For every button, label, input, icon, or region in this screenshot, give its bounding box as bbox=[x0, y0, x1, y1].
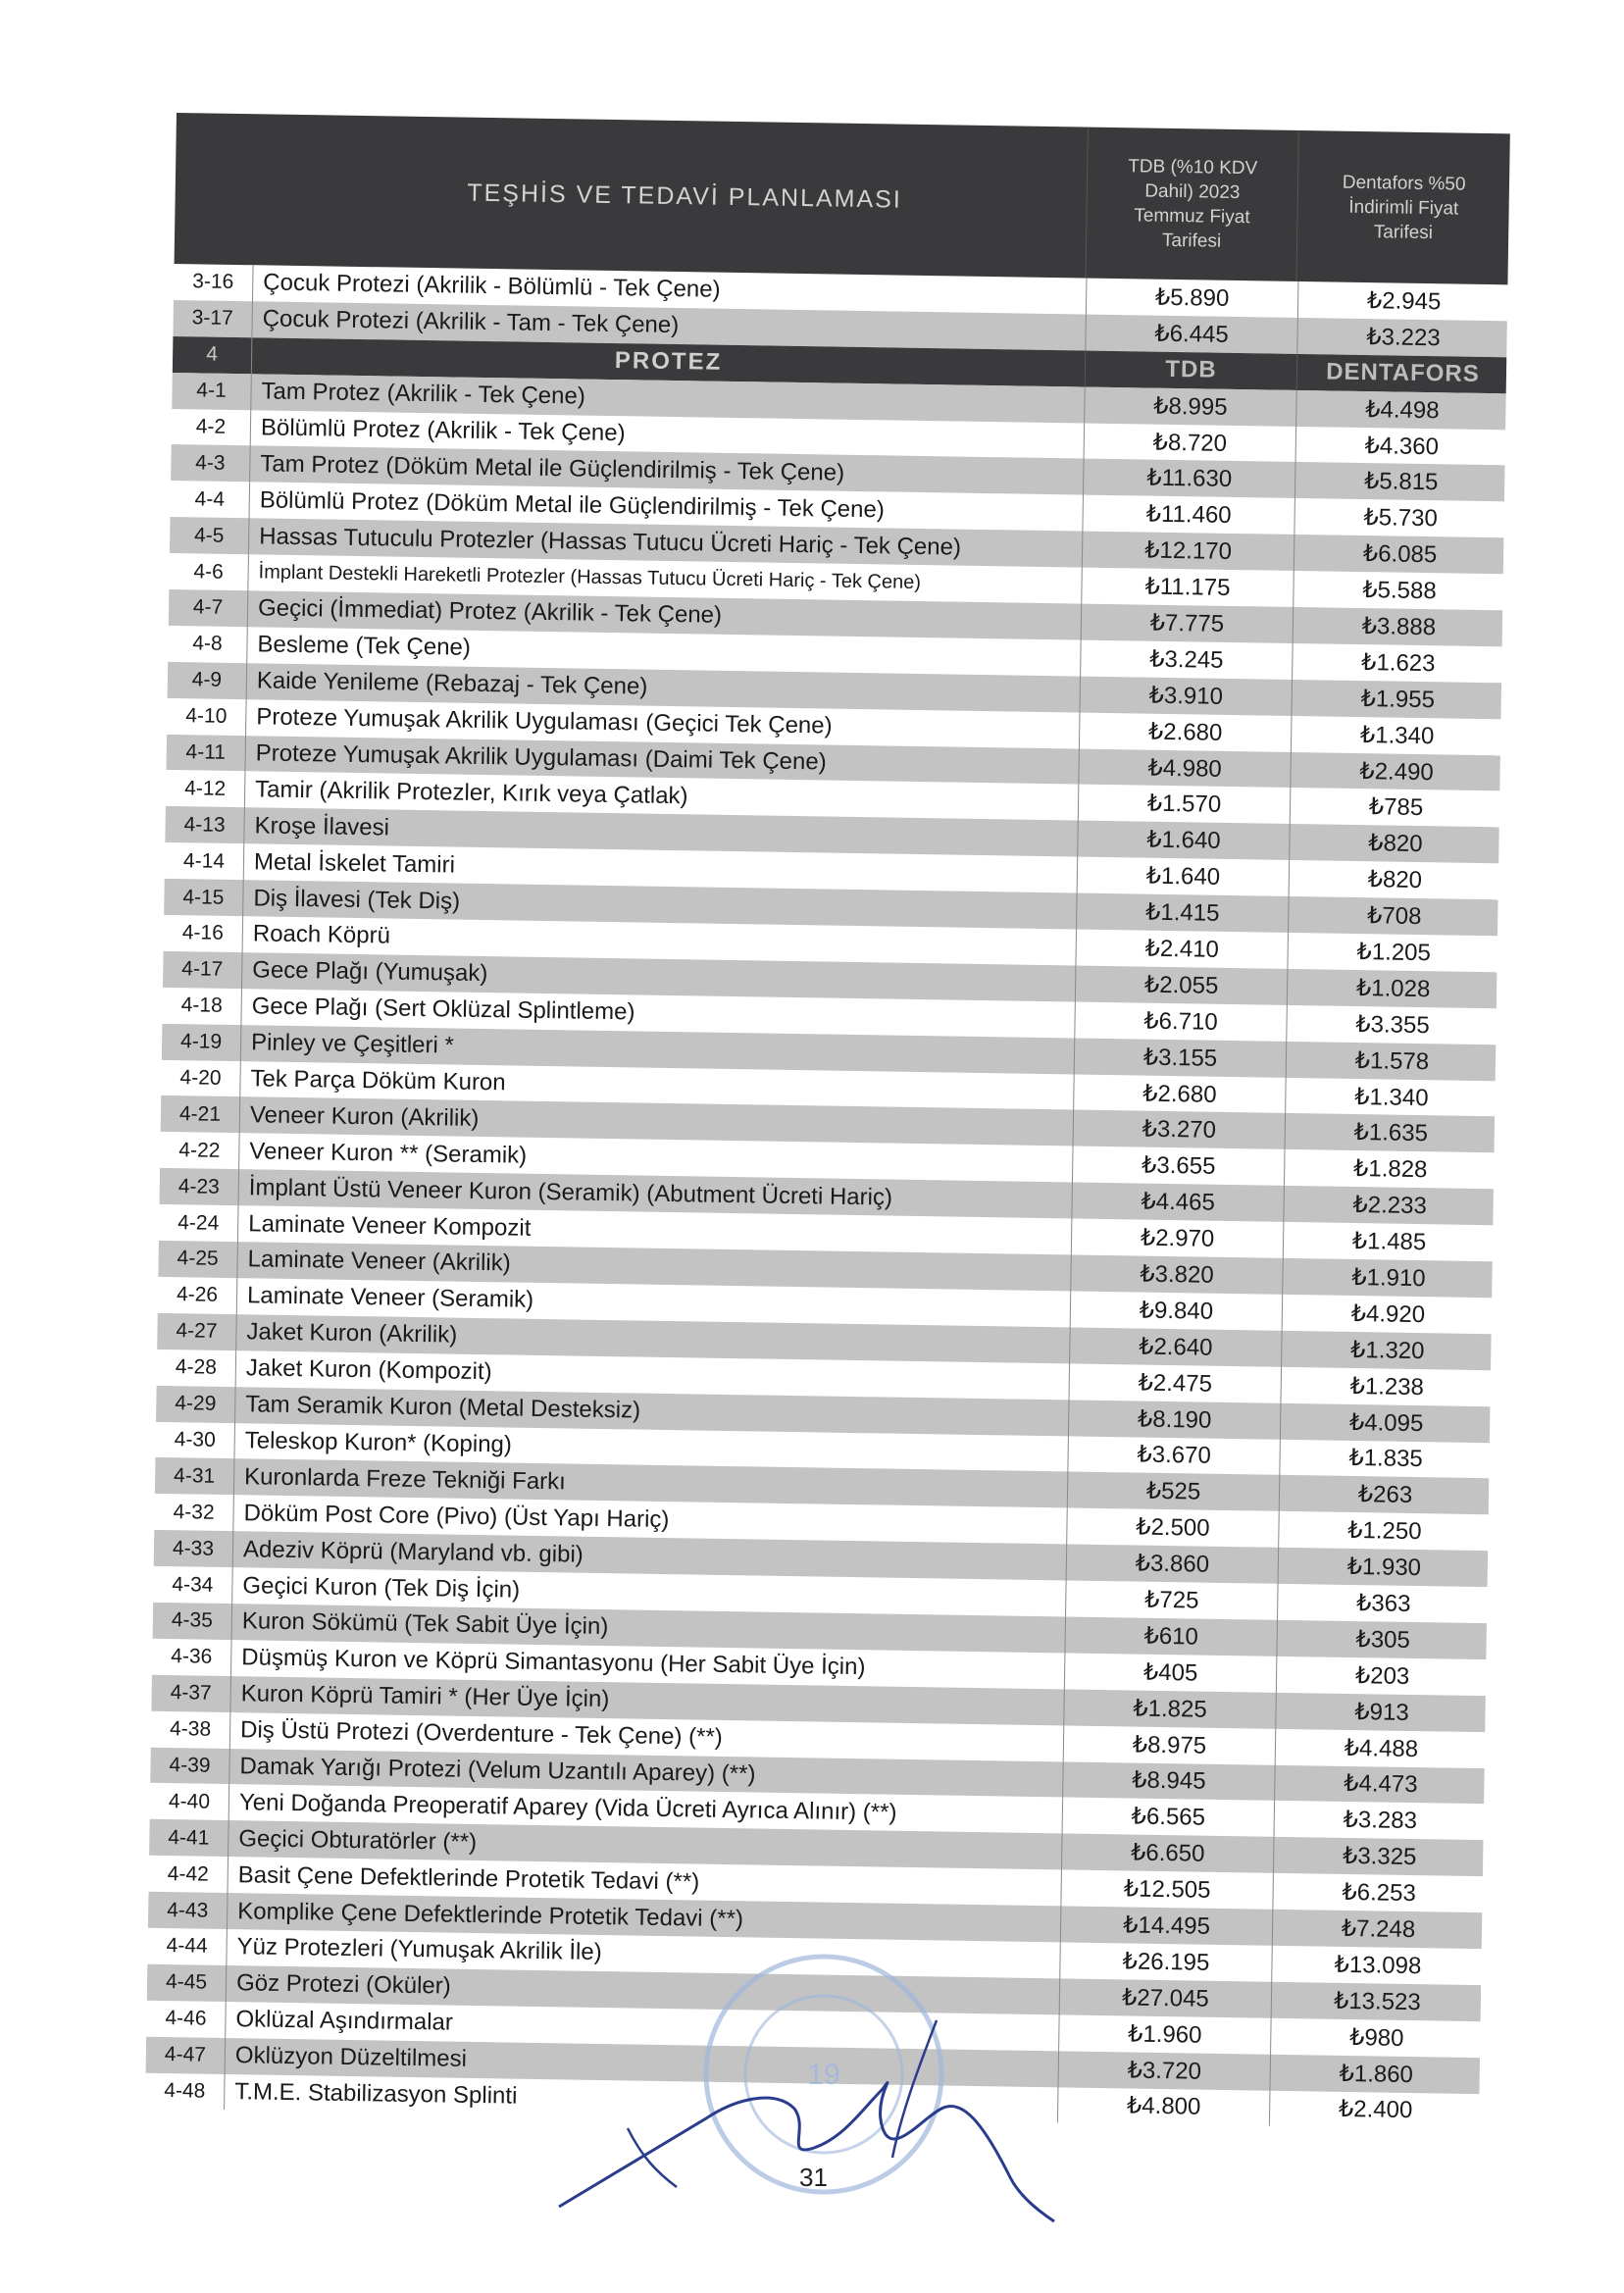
row-code: 4-13 bbox=[183, 813, 226, 837]
row-dentafors-price: ₺2.945 bbox=[1297, 281, 1510, 321]
row-description: Bölümlü Protez (Akrilik - Tek Çene) bbox=[250, 410, 1084, 459]
row-code: 4-48 bbox=[164, 2079, 206, 2103]
row-dentafors-price: ₺1.955 bbox=[1291, 680, 1503, 719]
row-tdb-price: ₺8.975 bbox=[1063, 1725, 1276, 1764]
row-code: 3-16 bbox=[192, 270, 234, 294]
row-dentafors-price: ₺363 bbox=[1277, 1584, 1490, 1623]
row-tdb-price: ₺3.860 bbox=[1066, 1545, 1279, 1584]
row-description: Pinley ve Çeşitleri * bbox=[240, 1025, 1074, 1074]
row-tdb-price: ₺6.710 bbox=[1074, 1001, 1287, 1041]
row-tdb-price: ₺4.465 bbox=[1071, 1183, 1284, 1222]
row-dentafors-price: ₺1.910 bbox=[1282, 1258, 1495, 1298]
row-description: Veneer Kuron (Akrilik) bbox=[239, 1097, 1073, 1146]
row-code: 4-44 bbox=[166, 1934, 208, 1959]
row-dentafors-price: ₺305 bbox=[1276, 1620, 1489, 1659]
row-dentafors-price: ₺3.355 bbox=[1286, 1005, 1498, 1045]
row-description: PROTEZ bbox=[251, 337, 1085, 386]
row-description: İmplant Destekli Hareketli Protezler (Hassas Tutucu Ücreti Hariç - Tek Çene) bbox=[247, 554, 1081, 603]
row-dentafors-price: ₺1.205 bbox=[1287, 933, 1499, 972]
row-dentafors-price: DENTAFORS bbox=[1296, 354, 1509, 393]
row-tdb-price: ₺1.640 bbox=[1077, 821, 1290, 860]
row-tdb-price: ₺27.045 bbox=[1059, 1978, 1272, 2017]
row-description: Bölümlü Protez (Döküm Metal ile Güçlendirilmiş - Tek Çene) bbox=[249, 483, 1083, 532]
row-description: Geçici Obturatörler (**) bbox=[228, 1820, 1061, 1869]
row-tdb-price: ₺8.720 bbox=[1084, 423, 1296, 462]
row-dentafors-price: ₺1.028 bbox=[1287, 969, 1499, 1008]
row-code: 4-6 bbox=[193, 559, 225, 584]
row-code: 4-20 bbox=[179, 1066, 222, 1090]
row-dentafors-price: ₺203 bbox=[1276, 1656, 1489, 1696]
row-dentafors-price: ₺820 bbox=[1289, 860, 1501, 899]
row-description: Geçici Kuron (Tek Diş İçin) bbox=[231, 1567, 1065, 1616]
row-description: Oklüzyon Düzeltilmesi bbox=[225, 2038, 1058, 2087]
row-code: 4-19 bbox=[179, 1030, 223, 1053]
tdb-column-header: TDB (%10 KDV Dahil) 2023 Temmuz Fiyat Tarifesi bbox=[1085, 127, 1298, 281]
row-tdb-price: ₺26.195 bbox=[1059, 1942, 1272, 1981]
row-description: Teleskop Kuron* (Koping) bbox=[233, 1423, 1067, 1472]
row-code: 4-23 bbox=[178, 1174, 221, 1198]
row-code: 4-43 bbox=[167, 1898, 209, 1922]
row-description: Tam Seramik Kuron (Metal Desteksiz) bbox=[234, 1387, 1068, 1436]
row-description: Diş İlavesi (Tek Diş) bbox=[242, 880, 1076, 929]
row-description: Kuron Sökümü (Tek Sabit Üye İçin) bbox=[231, 1604, 1065, 1653]
row-dentafors-price: ₺1.578 bbox=[1286, 1042, 1498, 1081]
row-code: 4-21 bbox=[178, 1102, 222, 1126]
row-tdb-price: ₺3.720 bbox=[1057, 2051, 1270, 2090]
row-dentafors-price: ₺1.340 bbox=[1291, 716, 1503, 755]
row-code: 4-18 bbox=[180, 994, 223, 1018]
row-tdb-price: ₺2.680 bbox=[1079, 712, 1292, 751]
table-title: TEŞHİS VE TEDAVİ PLANLAMASI bbox=[467, 178, 903, 214]
row-code: 4-34 bbox=[172, 1572, 214, 1597]
row-tdb-price: ₺3.245 bbox=[1080, 639, 1293, 679]
row-dentafors-price: ₺263 bbox=[1279, 1475, 1492, 1514]
row-code: 4-22 bbox=[178, 1138, 221, 1162]
row-tdb-price: ₺3.910 bbox=[1080, 676, 1293, 715]
row-description: T.M.E. Stabilizasyon Splinti bbox=[224, 2074, 1057, 2123]
row-code: 4-39 bbox=[169, 1754, 211, 1777]
row-description: Kuronlarda Freze Tekniği Farkı bbox=[233, 1458, 1067, 1507]
row-code: 4-29 bbox=[175, 1392, 217, 1415]
row-dentafors-price: ₺5.588 bbox=[1293, 571, 1505, 610]
row-description: Tamir (Akrilik Protezler, Kırık veya Çatlak) bbox=[244, 772, 1078, 821]
row-dentafors-price: ₺4.498 bbox=[1295, 390, 1508, 430]
row-tdb-price: ₺1.640 bbox=[1077, 857, 1290, 896]
row-description: Besleme (Tek Çene) bbox=[246, 627, 1080, 676]
row-code: 4-30 bbox=[174, 1428, 216, 1452]
row-tdb-price: ₺1.960 bbox=[1058, 2014, 1271, 2054]
row-tdb-price: ₺2.680 bbox=[1073, 1074, 1286, 1113]
row-description: Düşmüş Kuron ve Köprü Simantasyonu (Her Sabit Üye İçin) bbox=[230, 1640, 1064, 1689]
row-description: Çocuk Protezi (Akrilik - Bölümlü - Tek Çene) bbox=[252, 265, 1086, 314]
row-code: 4 bbox=[206, 342, 219, 366]
row-code: 3-17 bbox=[191, 306, 233, 331]
row-tdb-price: ₺12.170 bbox=[1082, 532, 1294, 571]
row-dentafors-price: ₺1.320 bbox=[1281, 1331, 1494, 1370]
row-dentafors-price: ₺3.325 bbox=[1273, 1837, 1486, 1876]
table-header bbox=[175, 113, 1510, 284]
row-code: 4-16 bbox=[181, 921, 225, 945]
row-tdb-price: ₺11.460 bbox=[1082, 495, 1294, 535]
row-code: 4-2 bbox=[195, 415, 227, 438]
row-code: 4-28 bbox=[175, 1355, 218, 1379]
row-code: 4-11 bbox=[185, 740, 227, 764]
row-dentafors-price: ₺913 bbox=[1275, 1693, 1488, 1732]
row-tdb-price: ₺3.270 bbox=[1073, 1110, 1286, 1149]
row-dentafors-price: ₺5.815 bbox=[1294, 462, 1507, 501]
page-number: 31 bbox=[799, 2163, 828, 2192]
row-description: Oklüzal Aşındırmalar bbox=[225, 2002, 1058, 2051]
row-code: 4-33 bbox=[172, 1536, 215, 1560]
row-description: Hassas Tutuculu Protezler (Hassas Tutucu Ücreti Hariç - Tek Çene) bbox=[248, 518, 1082, 567]
row-description: Jaket Kuron (Kompozit) bbox=[235, 1350, 1069, 1400]
row-dentafors-price: ₺2.490 bbox=[1290, 752, 1502, 791]
row-tdb-price: ₺6.650 bbox=[1061, 1834, 1274, 1873]
row-tdb-price: ₺2.410 bbox=[1075, 930, 1288, 969]
row-code: 4-3 bbox=[195, 451, 226, 475]
row-code: 4-24 bbox=[178, 1210, 220, 1235]
row-dentafors-price: ₺2.233 bbox=[1283, 1186, 1496, 1225]
row-code: 4-10 bbox=[185, 704, 228, 729]
row-description: Tek Parça Döküm Kuron bbox=[239, 1061, 1073, 1110]
row-tdb-price: ₺8.995 bbox=[1084, 386, 1296, 426]
row-dentafors-price: ₺7.248 bbox=[1272, 1910, 1485, 1949]
row-description: Göz Protezi (Oküler) bbox=[226, 1965, 1059, 2014]
row-description: Geçici (İmmediat) Protez (Akrilik - Tek Çene) bbox=[247, 590, 1081, 639]
row-dentafors-price: ₺1.828 bbox=[1284, 1149, 1497, 1189]
row-description: Kuron Köprü Tamiri * (Her Üye İçin) bbox=[229, 1676, 1063, 1725]
row-tdb-price: ₺405 bbox=[1064, 1653, 1277, 1692]
row-description: Yüz Protezleri (Yumuşak Akrilik İle) bbox=[226, 1929, 1059, 1978]
row-dentafors-price: ₺1.250 bbox=[1278, 1511, 1491, 1551]
row-code: 4-46 bbox=[165, 2007, 207, 2030]
row-tdb-price: ₺2.055 bbox=[1075, 965, 1288, 1004]
row-tdb-price: ₺3.670 bbox=[1067, 1436, 1280, 1475]
row-tdb-price: ₺2.970 bbox=[1071, 1219, 1284, 1258]
row-dentafors-price: ₺4.488 bbox=[1275, 1728, 1488, 1767]
row-dentafors-price: ₺1.860 bbox=[1269, 2054, 1482, 2093]
row-description: Döküm Post Core (Pivo) (Üst Yapı Hariç) bbox=[232, 1495, 1066, 1544]
row-tdb-price: TDB bbox=[1085, 350, 1297, 389]
row-tdb-price: ₺4.800 bbox=[1057, 2087, 1270, 2126]
row-code: 4-27 bbox=[176, 1319, 218, 1344]
row-code: 4-37 bbox=[170, 1681, 212, 1705]
row-tdb-price: ₺6.565 bbox=[1062, 1798, 1275, 1837]
row-code: 4-26 bbox=[176, 1283, 219, 1307]
row-description: Proteze Yumuşak Akrilik Uygulaması (Daimi Tek Çene) bbox=[244, 736, 1078, 785]
row-code: 4-12 bbox=[183, 777, 227, 800]
row-tdb-price: ₺725 bbox=[1065, 1580, 1278, 1619]
row-description: Yeni Doğanda Preoperatif Aparey (Vida Ücreti Ayrıca Alınır) (**) bbox=[228, 1784, 1062, 1833]
row-description: Laminate Veneer (Akrilik) bbox=[236, 1242, 1070, 1291]
row-code: 4-1 bbox=[196, 379, 227, 402]
row-tdb-price: ₺4.980 bbox=[1078, 748, 1291, 788]
row-dentafors-price: ₺3.223 bbox=[1296, 318, 1509, 357]
row-tdb-price: ₺7.775 bbox=[1081, 604, 1294, 643]
row-dentafors-price: ₺1.835 bbox=[1279, 1439, 1492, 1478]
row-dentafors-price: ₺4.095 bbox=[1280, 1402, 1493, 1442]
row-code: 4-36 bbox=[171, 1645, 213, 1669]
row-dentafors-price: ₺1.340 bbox=[1285, 1077, 1497, 1116]
row-code: 4-17 bbox=[181, 957, 224, 982]
row-tdb-price: ₺2.640 bbox=[1069, 1327, 1282, 1366]
row-dentafors-price: ₺4.473 bbox=[1274, 1764, 1487, 1804]
row-code: 4-45 bbox=[165, 1970, 208, 1995]
row-dentafors-price: ₺820 bbox=[1289, 824, 1501, 863]
row-description: Damak Yarığı Protezi (Velum Uzantılı Aparey) (**) bbox=[228, 1749, 1062, 1798]
row-tdb-price: ₺2.500 bbox=[1066, 1508, 1279, 1548]
row-tdb-price: ₺14.495 bbox=[1060, 1906, 1273, 1945]
row-dentafors-price: ₺1.238 bbox=[1280, 1367, 1493, 1406]
row-description: Laminate Veneer (Seramik) bbox=[236, 1278, 1070, 1327]
row-dentafors-price: ₺2.400 bbox=[1269, 2090, 1482, 2129]
row-code: 4-25 bbox=[177, 1247, 219, 1271]
row-code: 4-9 bbox=[191, 668, 223, 692]
row-description: İmplant Üstü Veneer Kuron (Seramik) (Abutment Ücreti Hariç) bbox=[238, 1169, 1072, 1218]
row-code: 4-31 bbox=[173, 1463, 216, 1488]
row-description: Basit Çene Defektlerinde Protetik Tedavi (**) bbox=[227, 1857, 1060, 1906]
row-description: Tam Protez (Akrilik - Tek Çene) bbox=[250, 374, 1084, 423]
row-code: 4-38 bbox=[169, 1717, 212, 1741]
row-dentafors-price: ₺1.930 bbox=[1278, 1548, 1491, 1587]
row-tdb-price: ₺1.825 bbox=[1063, 1689, 1276, 1728]
row-description: Adeziv Köprü (Maryland vb. gibi) bbox=[232, 1531, 1066, 1580]
row-dentafors-price: ₺1.635 bbox=[1285, 1113, 1497, 1152]
row-dentafors-price: ₺1.485 bbox=[1283, 1222, 1496, 1261]
row-description: Tam Protez (Döküm Metal ile Güçlendirilmiş - Tek Çene) bbox=[249, 446, 1083, 495]
row-code: 4-32 bbox=[173, 1500, 215, 1524]
row-dentafors-price: ₺6.253 bbox=[1272, 1873, 1485, 1912]
row-tdb-price: ₺8.945 bbox=[1062, 1761, 1275, 1801]
row-dentafors-price: ₺6.085 bbox=[1294, 535, 1506, 574]
row-tdb-price: ₺610 bbox=[1064, 1616, 1277, 1656]
row-description: Veneer Kuron ** (Seramik) bbox=[238, 1134, 1072, 1183]
row-description: Roach Köprü bbox=[242, 916, 1076, 965]
row-tdb-price: ₺8.190 bbox=[1068, 1400, 1281, 1439]
row-tdb-price: ₺6.445 bbox=[1085, 314, 1297, 353]
row-dentafors-price: ₺3.283 bbox=[1274, 1801, 1487, 1840]
row-description: Kroşe İlavesi bbox=[243, 808, 1077, 857]
row-description: Proteze Yumuşak Akrilik Uygulaması (Geçici Tek Çene) bbox=[245, 699, 1079, 748]
row-code: 4-35 bbox=[171, 1608, 214, 1633]
row-description: Gece Plağı (Yumuşak) bbox=[241, 952, 1075, 1001]
row-dentafors-price: ₺708 bbox=[1288, 896, 1500, 936]
row-dentafors-price: ₺980 bbox=[1270, 2018, 1483, 2058]
row-dentafors-price: ₺4.360 bbox=[1295, 427, 1508, 466]
row-tdb-price: ₺3.655 bbox=[1072, 1146, 1285, 1186]
row-dentafors-price: ₺13.523 bbox=[1271, 1982, 1484, 2021]
table-body bbox=[145, 264, 1507, 2130]
row-code: 4-47 bbox=[164, 2043, 207, 2066]
row-description: Metal İskelet Tamiri bbox=[243, 843, 1077, 892]
row-tdb-price: ₺525 bbox=[1067, 1472, 1280, 1511]
row-tdb-price: ₺11.175 bbox=[1081, 568, 1294, 607]
row-dentafors-price: ₺4.920 bbox=[1282, 1295, 1495, 1334]
row-tdb-price: ₺5.890 bbox=[1086, 279, 1298, 318]
row-tdb-price: ₺1.570 bbox=[1078, 785, 1291, 824]
row-tdb-price: ₺3.155 bbox=[1074, 1038, 1287, 1077]
row-tdb-price: ₺11.630 bbox=[1083, 459, 1295, 498]
row-tdb-price: ₺9.840 bbox=[1070, 1291, 1283, 1330]
row-dentafors-price: ₺1.623 bbox=[1292, 643, 1504, 683]
svg-text:19: 19 bbox=[807, 2059, 840, 2091]
row-description: Gece Plağı (Sert Oklüzal Splintleme) bbox=[240, 989, 1074, 1038]
row-tdb-price: ₺12.505 bbox=[1060, 1870, 1273, 1910]
row-description: Jaket Kuron (Akrilik) bbox=[235, 1314, 1069, 1363]
row-description: Diş Üstü Protezi (Overdenture - Tek Çene) (**) bbox=[229, 1712, 1063, 1761]
row-code: 4-4 bbox=[194, 487, 226, 511]
row-code: 4-42 bbox=[167, 1861, 209, 1886]
row-dentafors-price: ₺5.730 bbox=[1294, 498, 1506, 537]
row-code: 4-5 bbox=[193, 524, 225, 547]
row-dentafors-price: ₺785 bbox=[1290, 788, 1502, 827]
row-description: Kaide Yenileme (Rebazaj - Tek Çene) bbox=[246, 663, 1080, 712]
row-description: Çocuk Protezi (Akrilik - Tam - Tek Çene) bbox=[251, 301, 1085, 350]
row-tdb-price: ₺2.475 bbox=[1069, 1363, 1282, 1402]
dentafors-column-header: Dentafors %50 İndirimli Fiyat Tarifesi bbox=[1296, 130, 1510, 284]
row-code: 4-41 bbox=[168, 1825, 210, 1850]
row-tdb-price: ₺1.415 bbox=[1076, 893, 1289, 933]
row-code: 4-7 bbox=[192, 595, 224, 620]
price-table bbox=[145, 113, 1510, 2130]
row-code: 4-40 bbox=[168, 1789, 211, 1813]
row-dentafors-price: ₺13.098 bbox=[1271, 1946, 1484, 1985]
row-description: Laminate Veneer Kompozit bbox=[237, 1205, 1071, 1254]
row-dentafors-price: ₺3.888 bbox=[1293, 607, 1505, 646]
row-description: Komplike Çene Defektlerinde Protetik Tedavi (**) bbox=[227, 1893, 1060, 1942]
row-code: 4-8 bbox=[192, 632, 223, 656]
row-code: 4-14 bbox=[182, 848, 226, 873]
row-code: 4-15 bbox=[182, 885, 225, 909]
row-tdb-price: ₺3.820 bbox=[1070, 1255, 1283, 1295]
